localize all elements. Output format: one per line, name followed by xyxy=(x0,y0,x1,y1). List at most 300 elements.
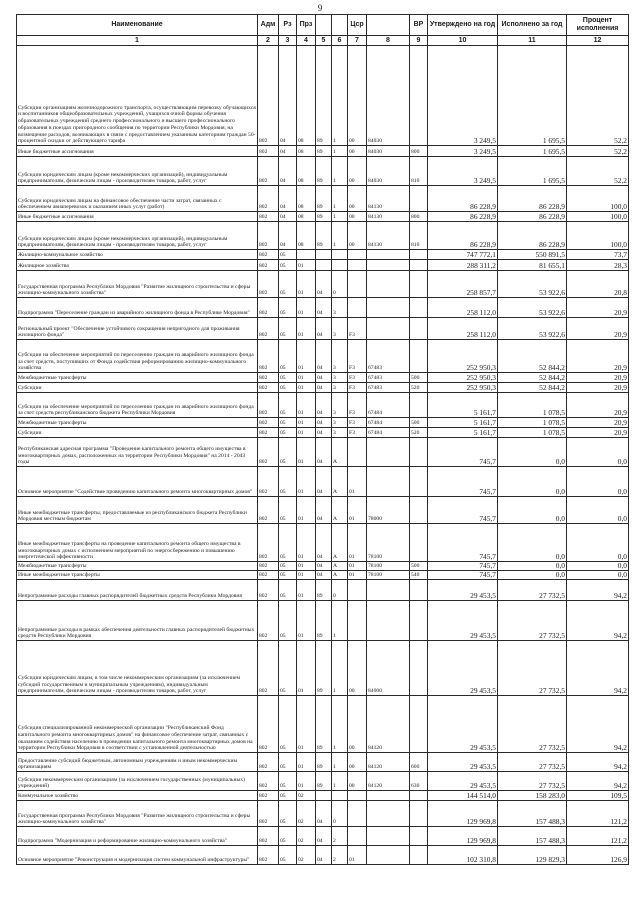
cell-csr-2 xyxy=(332,260,348,271)
cell-csr-3 xyxy=(348,298,367,318)
cell-name: Субсидии юридическим лицам на финансовое обеспечение части затрат, связанных с обеспечением авиаперевозок и оказанием иных услуг (работ) xyxy=(17,186,258,212)
cell-adm: 802 xyxy=(258,753,279,772)
cell-csr-1: 89 xyxy=(316,772,332,791)
column-number: 10 xyxy=(428,36,498,46)
cell-csr-1: 89 xyxy=(316,580,332,601)
cell-plan: 745,7 xyxy=(428,524,498,562)
cell-prz: 08 xyxy=(297,222,316,250)
cell-csr-2: 1 xyxy=(332,772,348,791)
cell-prz: 01 xyxy=(297,497,316,524)
cell-vr xyxy=(410,827,428,846)
cell-percent: 94,2 xyxy=(567,753,629,772)
cell-csr-2: 1 xyxy=(332,46,348,146)
cell-name: Иные межбюджетные трансферты, предоставляемые из республиканского бюджета Республики Мордовия местным бюджетам xyxy=(17,497,258,524)
column-number: 7 xyxy=(348,36,367,46)
cell-name: Иные межбюджетные трансферты на проведение капитального ремонта общего имущества в многоквартирных домах с исполнением мероприятий по энергосбережению и повышению энергетической эффективности xyxy=(17,524,258,562)
cell-csr-2: 0 xyxy=(332,801,348,827)
cell-fact: 53 922,6 xyxy=(498,298,567,318)
cell-plan: 5 161,7 xyxy=(428,428,498,438)
cell-csr-2: 0 xyxy=(332,271,348,298)
column-number: 5 xyxy=(316,36,332,46)
cell-plan: 3 249,5 xyxy=(428,46,498,146)
table-row xyxy=(17,641,629,696)
cell-csr-3: F3 xyxy=(348,393,367,418)
cell-percent: 20,9 xyxy=(567,373,629,383)
cell-prz: 01 xyxy=(297,753,316,772)
cell-name: Предоставление субсидий бюджетным, автономным учреждениям и иным некоммерческим организациям xyxy=(17,753,258,772)
cell-csr-1: 89 xyxy=(316,212,332,222)
cell-prz: 01 xyxy=(297,571,316,580)
cell-prz: 02 xyxy=(297,827,316,846)
cell-csr-1: 04 xyxy=(316,571,332,580)
cell-name: Субсидии юридическим лицам (кроме некоммерческих организаций), индивидуальным предпринимателям, физическим лицам - производителям товаров, работ, услуг xyxy=(17,157,258,186)
cell-adm: 802 xyxy=(258,846,279,865)
table-row xyxy=(17,212,629,222)
cell-csr-4: 78100 xyxy=(367,524,410,562)
cell-vr xyxy=(410,467,428,497)
cell-percent: 28,3 xyxy=(567,260,629,271)
cell-vr xyxy=(410,580,428,601)
cell-percent: 20,9 xyxy=(567,428,629,438)
cell-name: Республиканская адресная программа "Проведение капитального ремонта общего имущества в многоквартирных домах, расположенных на территории Республики Мордовия" на 2014 - 2043 годы xyxy=(17,438,258,467)
cell-csr-1: 04 xyxy=(316,467,332,497)
cell-csr-2: A xyxy=(332,497,348,524)
cell-adm: 802 xyxy=(258,393,279,418)
cell-plan: 3 249,5 xyxy=(428,146,498,157)
cell-csr-4: 67484 xyxy=(367,418,410,428)
table-row xyxy=(17,250,629,260)
table-row xyxy=(17,827,629,846)
cell-percent: 20,9 xyxy=(567,298,629,318)
cell-csr-3 xyxy=(348,601,367,641)
cell-plan: 258 112,0 xyxy=(428,318,498,340)
cell-prz: 01 xyxy=(297,438,316,467)
cell-adm: 802 xyxy=(258,46,279,146)
cell-vr: 520 xyxy=(410,383,428,393)
table-row xyxy=(17,146,629,157)
table-body xyxy=(17,46,629,865)
table-row xyxy=(17,260,629,271)
cell-name: Коммунальное хозяйство xyxy=(17,791,258,801)
cell-csr-4: 84130 xyxy=(367,222,410,250)
cell-adm: 802 xyxy=(258,696,279,753)
cell-csr-1 xyxy=(316,250,332,260)
cell-vr: 500 xyxy=(410,418,428,428)
cell-adm: 802 xyxy=(258,438,279,467)
cell-plan: 86 228,9 xyxy=(428,222,498,250)
cell-fact: 1 695,5 xyxy=(498,157,567,186)
cell-name: Иные бюджетные ассигнования xyxy=(17,146,258,157)
cell-csr-3: F3 xyxy=(348,373,367,383)
cell-name: Жилищно-коммунальное хозяйство xyxy=(17,250,258,260)
cell-csr-3: 00 xyxy=(348,212,367,222)
cell-percent: 20,8 xyxy=(567,271,629,298)
cell-prz: 08 xyxy=(297,146,316,157)
cell-rz: 04 xyxy=(279,222,297,250)
cell-plan: 5 161,7 xyxy=(428,393,498,418)
cell-csr-4: 78100 xyxy=(367,571,410,580)
cell-csr-2 xyxy=(332,250,348,260)
cell-csr-3: 01 xyxy=(348,467,367,497)
cell-csr-4 xyxy=(367,580,410,601)
cell-csr-4: 67483 xyxy=(367,373,410,383)
cell-name: Субсидии юридическим лицам, в том числе некоммерческим организациям (за исключением субсидий государственным и муниципальным учреждениям), индивидуальным предпринимателям, физическим лицам - производителям товаров, работ, услуг xyxy=(17,641,258,696)
cell-vr xyxy=(410,438,428,467)
cell-percent: 20,9 xyxy=(567,383,629,393)
cell-csr-3: 01 xyxy=(348,524,367,562)
cell-adm: 802 xyxy=(258,497,279,524)
cell-percent: 109,5 xyxy=(567,791,629,801)
cell-fact: 157 488,3 xyxy=(498,801,567,827)
cell-rz: 04 xyxy=(279,46,297,146)
cell-rz: 05 xyxy=(279,562,297,571)
cell-csr-1: 04 xyxy=(316,298,332,318)
cell-csr-2: 0 xyxy=(332,580,348,601)
cell-prz: 01 xyxy=(297,428,316,438)
cell-vr xyxy=(410,46,428,146)
cell-csr-4 xyxy=(367,601,410,641)
table-row xyxy=(17,524,629,562)
cell-fact: 0,0 xyxy=(498,571,567,580)
cell-prz: 01 xyxy=(297,383,316,393)
cell-csr-4: 84130 xyxy=(367,212,410,222)
cell-adm: 802 xyxy=(258,222,279,250)
table-row xyxy=(17,157,629,186)
cell-prz: 01 xyxy=(297,373,316,383)
cell-adm: 802 xyxy=(258,373,279,383)
cell-plan: 86 228,9 xyxy=(428,212,498,222)
table-row xyxy=(17,467,629,497)
col-header-plan: Утверждено на год xyxy=(428,15,498,36)
cell-prz: 01 xyxy=(297,696,316,753)
cell-percent: 94,2 xyxy=(567,580,629,601)
cell-csr-3: F3 xyxy=(348,383,367,393)
cell-vr xyxy=(410,497,428,524)
cell-csr-4 xyxy=(367,801,410,827)
cell-csr-1: 04 xyxy=(316,562,332,571)
cell-csr-3: 00 xyxy=(348,222,367,250)
cell-fact: 0,0 xyxy=(498,562,567,571)
table-row xyxy=(17,791,629,801)
cell-prz: 08 xyxy=(297,212,316,222)
column-number: 6 xyxy=(332,36,348,46)
cell-percent: 52,2 xyxy=(567,46,629,146)
cell-name: Субсидии xyxy=(17,383,258,393)
cell-csr-1: 89 xyxy=(316,157,332,186)
cell-vr xyxy=(410,271,428,298)
cell-vr xyxy=(410,791,428,801)
table-row xyxy=(17,340,629,373)
cell-csr-1: 04 xyxy=(316,827,332,846)
cell-rz: 05 xyxy=(279,601,297,641)
cell-vr: 810 xyxy=(410,157,428,186)
cell-name: Непрограммные расходы главных распорядителей бюджетных средств Республики Мордовия xyxy=(17,580,258,601)
cell-prz: 02 xyxy=(297,801,316,827)
cell-vr xyxy=(410,298,428,318)
table-row xyxy=(17,562,629,571)
cell-adm: 802 xyxy=(258,383,279,393)
cell-vr: 630 xyxy=(410,772,428,791)
cell-rz: 05 xyxy=(279,250,297,260)
cell-rz: 05 xyxy=(279,260,297,271)
cell-csr-1: 04 xyxy=(316,438,332,467)
cell-prz: 01 xyxy=(297,562,316,571)
cell-csr-4: 84120 xyxy=(367,753,410,772)
cell-prz: 08 xyxy=(297,46,316,146)
cell-csr-4: 84030 xyxy=(367,157,410,186)
cell-csr-2 xyxy=(332,791,348,801)
cell-prz: 08 xyxy=(297,186,316,212)
cell-csr-4: 67484 xyxy=(367,428,410,438)
col-header-csr-4 xyxy=(367,15,410,36)
cell-fact: 0,0 xyxy=(498,524,567,562)
cell-name: Межбюджетные трансферты xyxy=(17,562,258,571)
cell-csr-1: 04 xyxy=(316,318,332,340)
cell-csr-4: 84120 xyxy=(367,696,410,753)
cell-adm: 802 xyxy=(258,801,279,827)
cell-adm: 802 xyxy=(258,772,279,791)
cell-name: Жилищное хозяйство xyxy=(17,260,258,271)
table-row xyxy=(17,696,629,753)
cell-adm: 802 xyxy=(258,157,279,186)
cell-fact: 52 844,2 xyxy=(498,340,567,373)
cell-fact: 27 732,5 xyxy=(498,601,567,641)
cell-rz: 04 xyxy=(279,157,297,186)
cell-csr-3 xyxy=(348,271,367,298)
cell-vr xyxy=(410,641,428,696)
cell-fact: 52 844,2 xyxy=(498,373,567,383)
cell-prz: 01 xyxy=(297,580,316,601)
cell-prz: 01 xyxy=(297,318,316,340)
cell-plan: 29 453,5 xyxy=(428,580,498,601)
cell-name: Субсидии xyxy=(17,428,258,438)
cell-fact: 27 732,5 xyxy=(498,696,567,753)
cell-fact: 27 732,5 xyxy=(498,753,567,772)
cell-prz: 01 xyxy=(297,260,316,271)
table-row xyxy=(17,222,629,250)
cell-fact: 86 228,9 xyxy=(498,212,567,222)
cell-rz: 05 xyxy=(279,467,297,497)
col-header-fact: Исполнено за год xyxy=(498,15,567,36)
cell-adm: 802 xyxy=(258,641,279,696)
table-row xyxy=(17,373,629,383)
cell-csr-4 xyxy=(367,438,410,467)
cell-csr-1: 89 xyxy=(316,696,332,753)
cell-percent: 20,9 xyxy=(567,418,629,428)
cell-rz: 05 xyxy=(279,298,297,318)
cell-csr-1: 04 xyxy=(316,418,332,428)
cell-vr: 810 xyxy=(410,222,428,250)
col-header-prz: Прз xyxy=(297,15,316,36)
table-row xyxy=(17,801,629,827)
cell-csr-4 xyxy=(367,827,410,846)
cell-csr-1: 89 xyxy=(316,46,332,146)
cell-rz: 05 xyxy=(279,571,297,580)
cell-csr-2: 1 xyxy=(332,212,348,222)
cell-rz: 05 xyxy=(279,827,297,846)
cell-percent: 94,2 xyxy=(567,696,629,753)
cell-percent: 52,2 xyxy=(567,157,629,186)
cell-csr-4: 67483 xyxy=(367,383,410,393)
cell-percent: 0,0 xyxy=(567,562,629,571)
cell-csr-2: 1 xyxy=(332,186,348,212)
cell-csr-1: 04 xyxy=(316,393,332,418)
cell-csr-1: 04 xyxy=(316,271,332,298)
cell-fact: 550 891,5 xyxy=(498,250,567,260)
cell-fact: 86 228,9 xyxy=(498,186,567,212)
col-header-name: Наименование xyxy=(17,15,258,36)
cell-csr-2: 3 xyxy=(332,318,348,340)
cell-plan: 29 453,5 xyxy=(428,641,498,696)
cell-adm: 802 xyxy=(258,186,279,212)
cell-rz: 05 xyxy=(279,524,297,562)
cell-vr: 540 xyxy=(410,571,428,580)
cell-percent: 100,0 xyxy=(567,222,629,250)
cell-vr: 520 xyxy=(410,428,428,438)
cell-percent: 0,0 xyxy=(567,571,629,580)
cell-csr-1: 89 xyxy=(316,186,332,212)
column-number: 11 xyxy=(498,36,567,46)
column-number: 8 xyxy=(367,36,410,46)
cell-plan: 745,7 xyxy=(428,562,498,571)
cell-percent: 94,2 xyxy=(567,641,629,696)
cell-fact: 157 488,3 xyxy=(498,827,567,846)
cell-percent: 0,0 xyxy=(567,497,629,524)
cell-plan: 129 969,8 xyxy=(428,801,498,827)
cell-adm: 802 xyxy=(258,418,279,428)
cell-plan: 29 453,5 xyxy=(428,696,498,753)
cell-fact: 52 844,2 xyxy=(498,383,567,393)
cell-adm: 802 xyxy=(258,212,279,222)
cell-name: Межбюджетные трансферты xyxy=(17,373,258,383)
cell-csr-1: 89 xyxy=(316,601,332,641)
cell-percent: 100,0 xyxy=(567,212,629,222)
cell-name: Субсидии на обеспечение мероприятий по переселению граждан из аварийного жилищного фонда за счет средств, поступивших от Фонда содействия реформированию жилищно-коммунального хозяйства xyxy=(17,340,258,373)
cell-csr-4 xyxy=(367,467,410,497)
cell-adm: 802 xyxy=(258,827,279,846)
cell-adm: 802 xyxy=(258,340,279,373)
cell-fact: 1 078,5 xyxy=(498,428,567,438)
cell-prz xyxy=(297,250,316,260)
cell-csr-4: 84130 xyxy=(367,186,410,212)
cell-csr-4 xyxy=(367,318,410,340)
cell-fact: 86 228,9 xyxy=(498,222,567,250)
cell-rz: 05 xyxy=(279,438,297,467)
cell-adm: 802 xyxy=(258,146,279,157)
cell-plan: 129 969,8 xyxy=(428,827,498,846)
cell-plan: 745,7 xyxy=(428,467,498,497)
cell-adm: 802 xyxy=(258,467,279,497)
cell-csr-2: 3 xyxy=(332,418,348,428)
cell-csr-1: 04 xyxy=(316,428,332,438)
cell-name: Субсидия специализированной некоммерческой организации "Республиканский Фонд капитального ремонта многоквартирных домов" на финансовое обеспечение затрат, связанных с оказанием содействия населению в проведении капитального ремонта многоквартирных домов на территории Республики Мордовия в соответствии с установленной деятельностью xyxy=(17,696,258,753)
cell-percent: 100,0 xyxy=(567,186,629,212)
cell-plan: 258 857,7 xyxy=(428,271,498,298)
cell-vr: 600 xyxy=(410,753,428,772)
cell-vr xyxy=(410,846,428,865)
cell-csr-3 xyxy=(348,260,367,271)
cell-vr xyxy=(410,186,428,212)
cell-fact: 1 078,5 xyxy=(498,393,567,418)
cell-adm: 802 xyxy=(258,562,279,571)
cell-percent: 126,9 xyxy=(567,846,629,865)
cell-vr: 500 xyxy=(410,373,428,383)
cell-csr-2: 2 xyxy=(332,846,348,865)
cell-plan: 258 112,0 xyxy=(428,298,498,318)
cell-rz: 05 xyxy=(279,340,297,373)
cell-prz: 08 xyxy=(297,157,316,186)
cell-csr-2: 3 xyxy=(332,373,348,383)
cell-name: Субсидии на обеспечение мероприятий по переселению граждан из аварийного жилищного фонда за счет средств республиканского бюджета Республики Мордовия xyxy=(17,393,258,418)
cell-csr-1 xyxy=(316,260,332,271)
cell-vr xyxy=(410,601,428,641)
cell-csr-4 xyxy=(367,260,410,271)
cell-csr-4: 84000 xyxy=(367,641,410,696)
cell-fact: 1 078,5 xyxy=(498,418,567,428)
column-number: 2 xyxy=(258,36,279,46)
column-number: 12 xyxy=(567,36,629,46)
cell-csr-2: 3 xyxy=(332,298,348,318)
table-row xyxy=(17,46,629,146)
cell-name: Основное мероприятие "Содействие проведению капитального ремонта многоквартирных домов" xyxy=(17,467,258,497)
cell-name: Межбюджетные трансферты xyxy=(17,418,258,428)
cell-csr-3: 00 xyxy=(348,753,367,772)
table-row xyxy=(17,393,629,418)
cell-csr-2: 1 xyxy=(332,146,348,157)
cell-vr: 800 xyxy=(410,212,428,222)
cell-plan: 86 228,9 xyxy=(428,186,498,212)
cell-prz: 01 xyxy=(297,393,316,418)
cell-name: Иные межбюджетные трансферты xyxy=(17,571,258,580)
cell-percent: 94,2 xyxy=(567,601,629,641)
cell-csr-3 xyxy=(348,827,367,846)
cell-fact: 158 283,0 xyxy=(498,791,567,801)
cell-csr-4: 67483 xyxy=(367,340,410,373)
table-row xyxy=(17,271,629,298)
cell-plan: 745,7 xyxy=(428,571,498,580)
cell-csr-4: 84030 xyxy=(367,46,410,146)
cell-csr-3 xyxy=(348,580,367,601)
cell-prz: 01 xyxy=(297,772,316,791)
column-number: 9 xyxy=(410,36,428,46)
cell-rz: 04 xyxy=(279,186,297,212)
cell-csr-3: 00 xyxy=(348,641,367,696)
cell-name: Государственная программа Республики Мордовия "Развитие жилищного строительства и сферы жилищно-коммунального хозяйства" xyxy=(17,271,258,298)
cell-rz: 05 xyxy=(279,753,297,772)
cell-csr-4 xyxy=(367,298,410,318)
cell-name: Непрограммные расходы в рамках обеспечения деятельности главных распорядителей бюджетных средств Республики Мордовия xyxy=(17,601,258,641)
cell-csr-4 xyxy=(367,250,410,260)
cell-prz: 01 xyxy=(297,641,316,696)
cell-csr-3: F3 xyxy=(348,340,367,373)
cell-plan: 29 453,5 xyxy=(428,601,498,641)
cell-rz: 05 xyxy=(279,271,297,298)
cell-prz: 01 xyxy=(297,418,316,428)
cell-csr-1: 04 xyxy=(316,524,332,562)
cell-rz: 05 xyxy=(279,580,297,601)
cell-plan: 252 950,3 xyxy=(428,340,498,373)
cell-csr-2: A xyxy=(332,438,348,467)
cell-csr-3 xyxy=(348,791,367,801)
cell-fact: 129 829,3 xyxy=(498,846,567,865)
cell-fact: 27 732,5 xyxy=(498,772,567,791)
cell-csr-1: 04 xyxy=(316,373,332,383)
cell-csr-2: 1 xyxy=(332,641,348,696)
cell-prz: 01 xyxy=(297,467,316,497)
column-number-row xyxy=(17,36,629,46)
cell-plan: 144 514,0 xyxy=(428,791,498,801)
cell-csr-4: 84120 xyxy=(367,772,410,791)
